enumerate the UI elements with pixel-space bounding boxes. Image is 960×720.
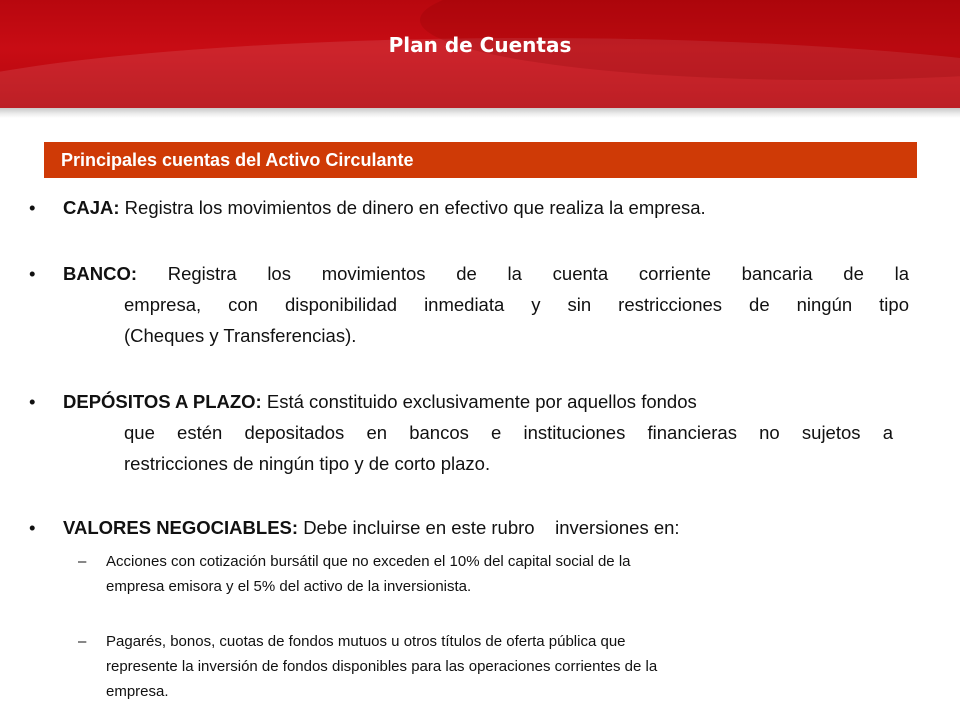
bullet-item-valores-negociables	[29, 512, 909, 543]
dash-icon: –	[78, 553, 87, 570]
page-title: Plan de Cuentas	[388, 33, 572, 57]
item-first-line	[63, 512, 909, 543]
item-text-line: Debe incluirse en este rubro inversiones en:	[303, 517, 680, 538]
item-text-line: (Cheques y Transferencias).	[124, 325, 357, 346]
item-term: CAJA:	[63, 197, 120, 218]
item-term: DEPÓSITOS A PLAZO:	[63, 391, 262, 412]
item-text-line: restricciones de ningún tipo y de corto plazo.	[124, 453, 491, 474]
item-text-line: empresa, con disponibilidad inmediata y sin restricciones de ningún tipo	[124, 294, 909, 315]
item-first-line	[63, 258, 909, 289]
sub-item-text-line: Acciones con cotización bursátil que no exceden el 10% del capital social de la	[106, 553, 631, 570]
item-first-line	[63, 192, 909, 223]
bullet-item-caja	[29, 192, 909, 223]
item-text-line: Registra los movimientos de la cuenta corriente bancaria de la	[167, 263, 909, 284]
bullet-icon: •	[29, 391, 36, 412]
sub-item-text-line: empresa emisora y el 5% del activo de la inversionista.	[106, 578, 472, 595]
bullet-icon: •	[29, 517, 36, 538]
sub-item-acciones	[78, 549, 906, 599]
bullet-item-banco	[29, 258, 909, 351]
sub-item-text-line: Pagarés, bonos, cuotas de fondos mutuos u otros títulos de oferta pública que	[106, 633, 626, 650]
item-term: VALORES NEGOCIABLES:	[63, 517, 299, 538]
item-text-line: Está constituido exclusivamente por aquellos fondos	[266, 391, 697, 412]
section-title: Principales cuentas del Activo Circulante	[61, 150, 414, 170]
sub-item-text-line: empresa.	[106, 683, 169, 700]
item-continuation	[63, 417, 893, 479]
sub-item-pagares	[78, 629, 906, 704]
bullet-item-depositos-a-plazo	[29, 386, 893, 479]
item-text-line: que estén depositados en bancos e instituciones financieras no sujetos a	[124, 422, 893, 443]
item-first-line	[63, 386, 893, 417]
bullet-icon: •	[29, 263, 36, 284]
item-term: BANCO:	[63, 263, 137, 284]
bullet-icon: •	[29, 197, 36, 218]
dash-icon: –	[78, 633, 87, 650]
item-text-line: Registra los movimientos de dinero en efectivo que realiza la empresa.	[124, 197, 706, 218]
sub-item-text-line: represente la inversión de fondos disponibles para las operaciones corrientes de la	[106, 658, 658, 675]
item-continuation	[63, 289, 909, 351]
